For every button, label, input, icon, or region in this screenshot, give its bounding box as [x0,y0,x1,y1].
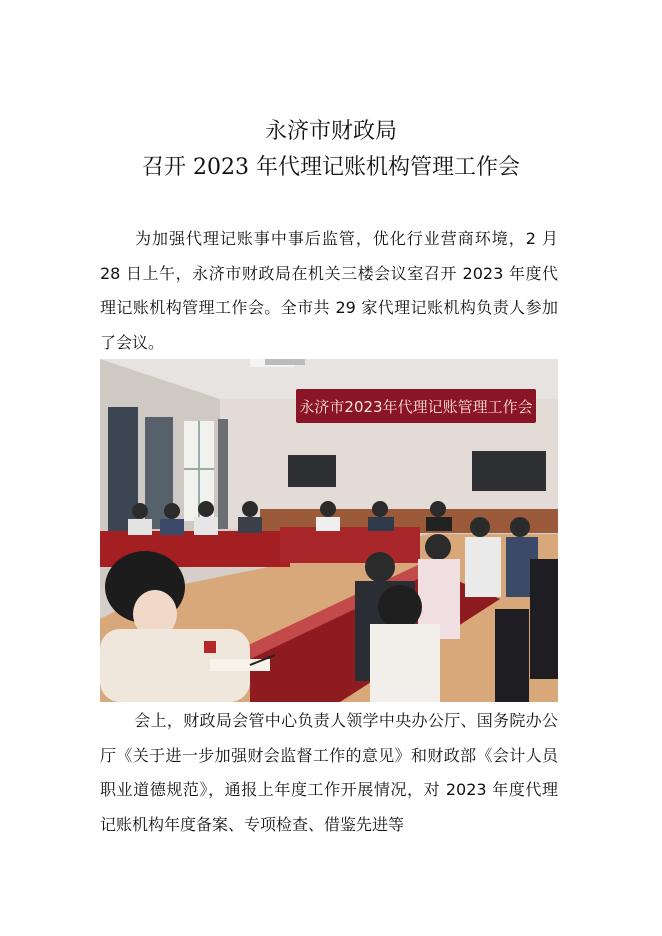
paragraph-meeting-content [100,704,558,842]
banner-text: 永济市2023年代理记账管理工作会 [299,398,533,416]
paragraph-intro-text: 为加强代理记账事中事后监管，优化行业营商环境，2 月 28 日上午，永济市财政局在机关三楼会议室召开 2023 年度代理记账机构管理工作会。全市共 29 家代理记账机构负责人参加了会议。 [100,229,558,352]
meeting-photo-illustration [100,359,558,702]
title-line-2: 召开 2023 年代理记账机构管理工作会 [142,155,520,180]
paragraph-meeting-content-text: 会上，财政局会管中心负责人领学中央办公厅、国务院办公厅《关于进一步加强财会监督工作的意见》和财政部《会计人员职业道德规范》，通报上年度工作开展情况，对 2023 年度代理记账机构年度备案、专项检查、借鉴先进等 [100,711,558,834]
meeting-photo [100,359,558,702]
title-line-1: 永济市财政局 [264,119,397,144]
paragraph-intro [100,222,558,360]
